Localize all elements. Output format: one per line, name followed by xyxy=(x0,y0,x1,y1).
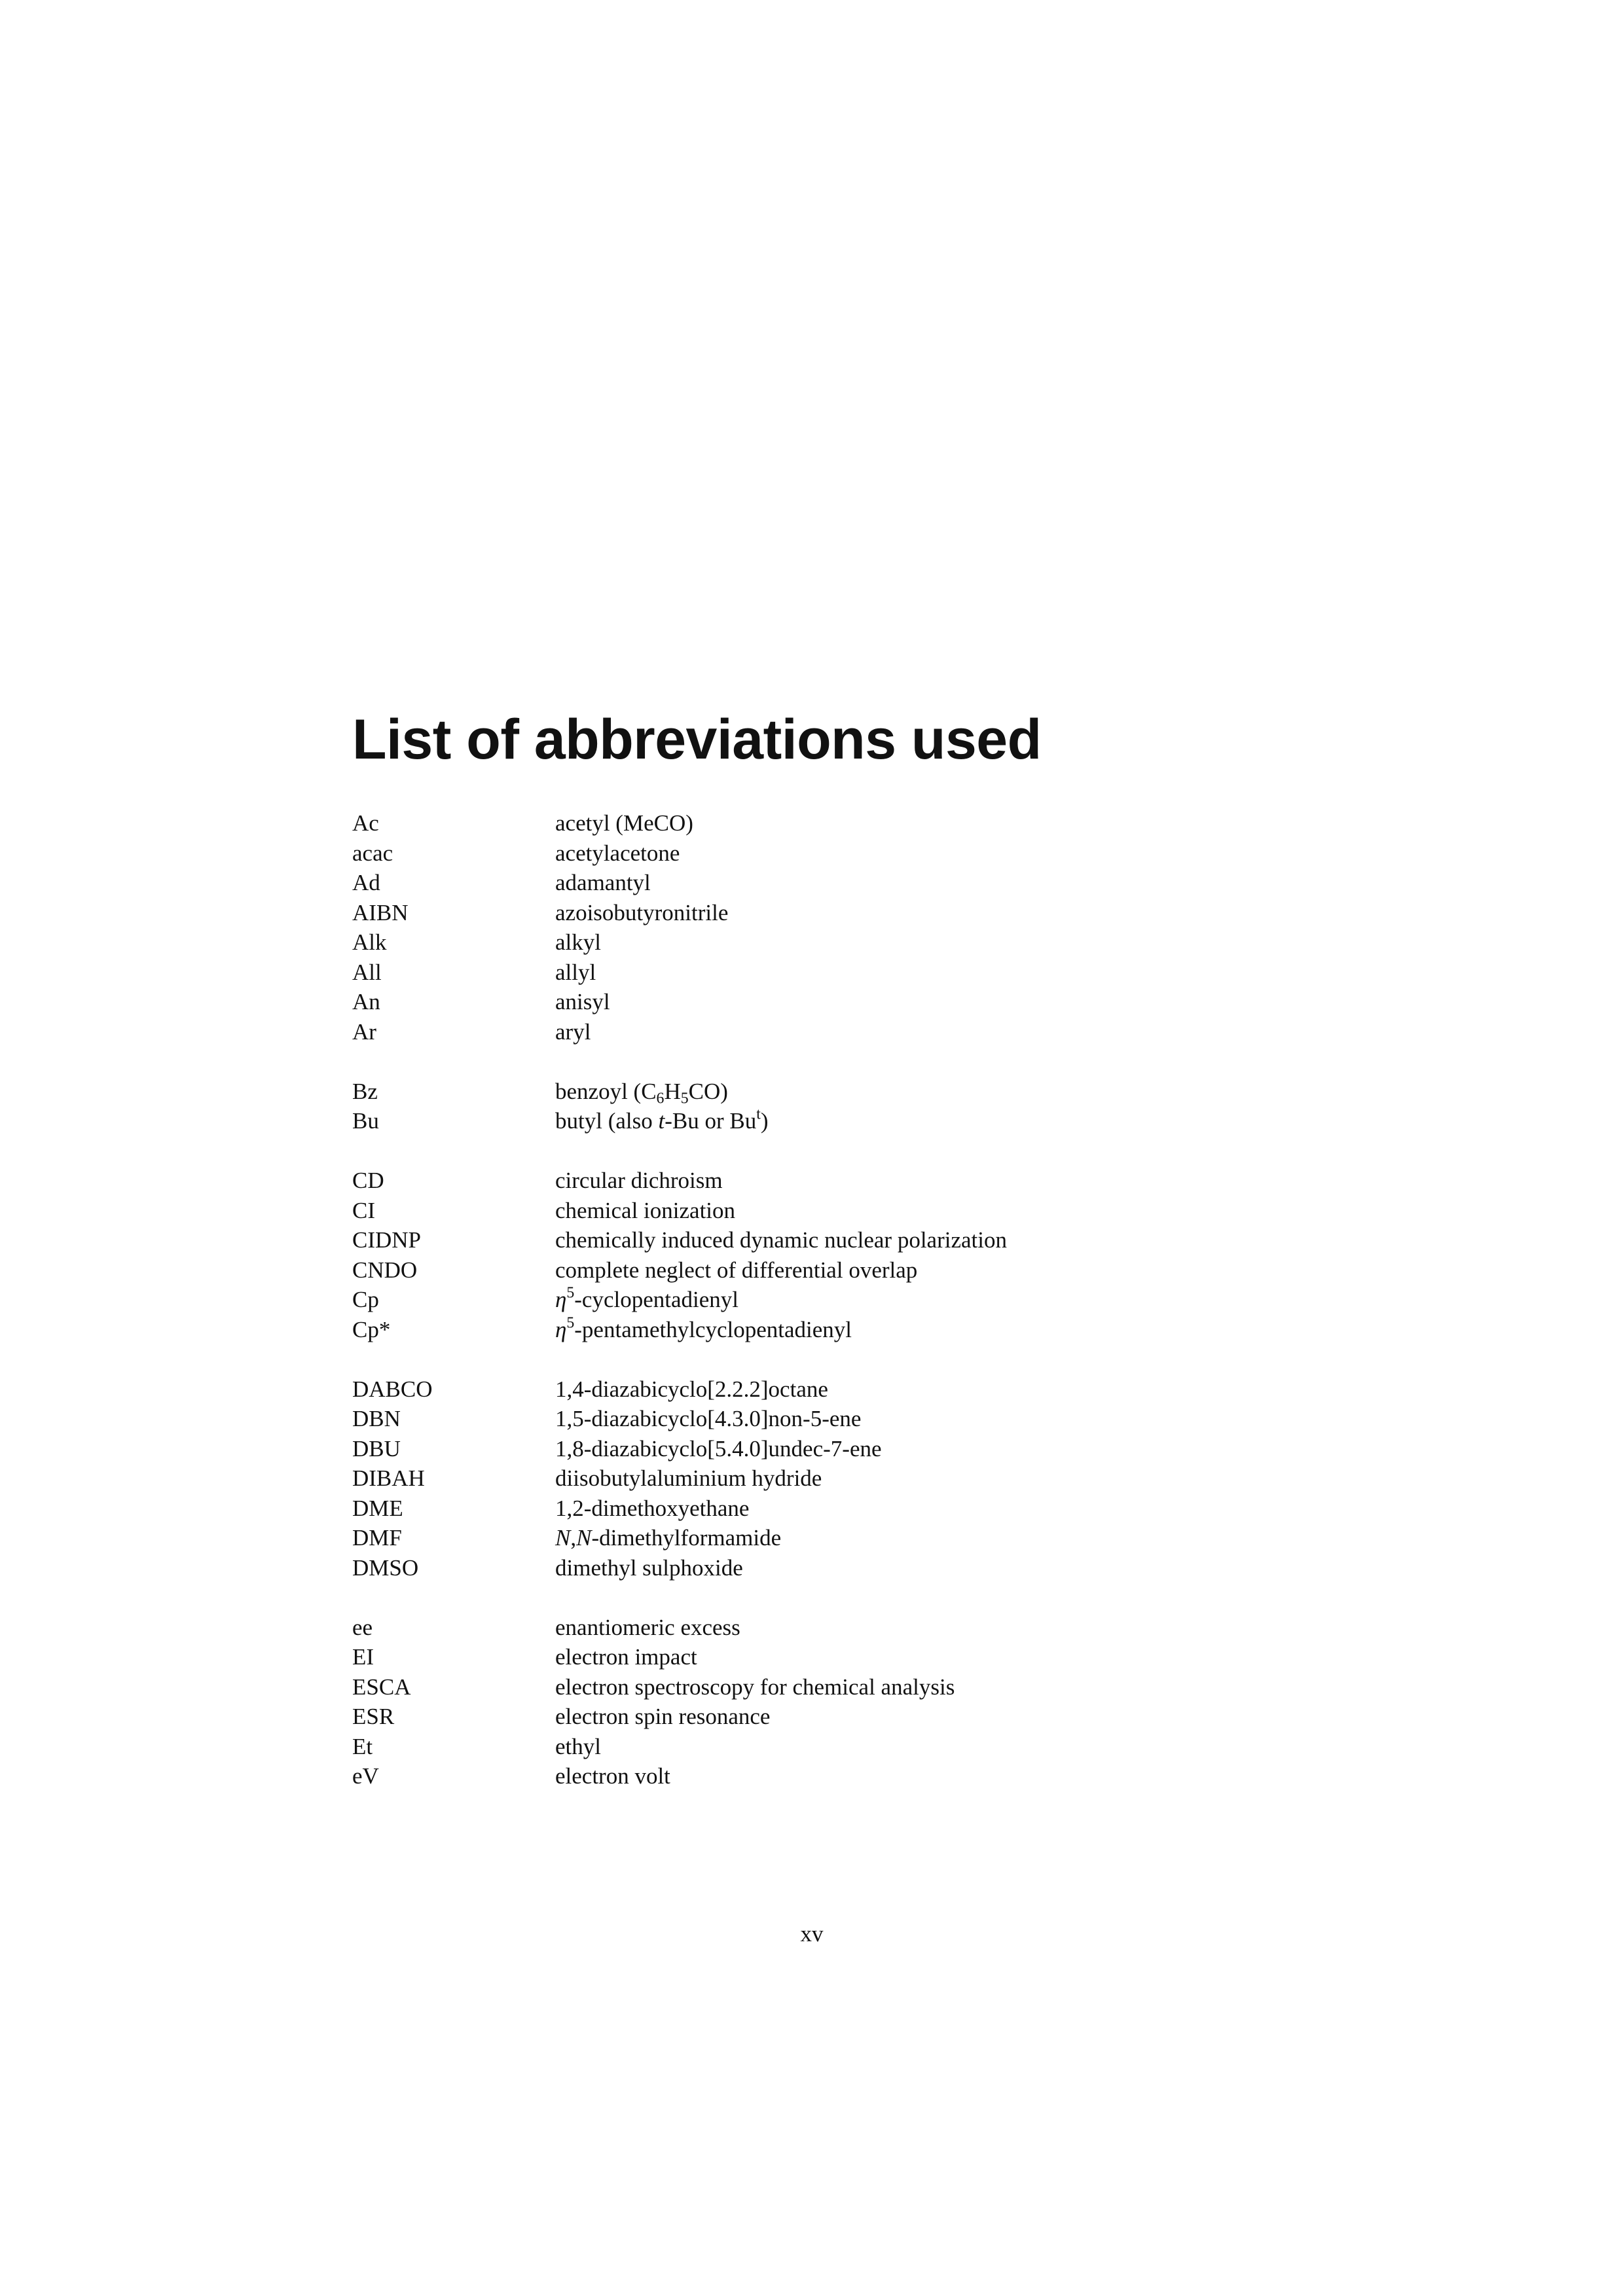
abbreviation-term: ee xyxy=(352,1614,373,1640)
italic-text: N xyxy=(576,1525,592,1551)
abbreviation-group-a xyxy=(352,808,1400,1047)
abbreviation-definition xyxy=(555,1374,1400,1405)
definition-text: ethyl xyxy=(555,1733,601,1759)
abbreviation-definition xyxy=(555,898,1400,928)
abbreviation-definition xyxy=(555,868,1400,898)
definition-text: CO) xyxy=(688,1078,728,1104)
abbreviation-term: DBU xyxy=(352,1435,401,1462)
abbreviation-term: eV xyxy=(352,1763,379,1789)
abbreviation-term: Ar xyxy=(352,1018,376,1045)
page-number: xv xyxy=(800,1921,824,1946)
abbreviation-term: DME xyxy=(352,1495,403,1521)
definition-text: diisobutylaluminium hydride xyxy=(555,1465,822,1491)
definition-text: -dimethylformamide xyxy=(591,1525,782,1551)
abbreviation-row xyxy=(352,1255,1400,1285)
italic-text: η xyxy=(555,1316,567,1342)
abbreviation-term: An xyxy=(352,989,380,1014)
definition-text: complete neglect of differential overlap xyxy=(555,1257,918,1283)
abbreviation-term: Cp* xyxy=(352,1316,391,1342)
definition-text: -Bu or Bu xyxy=(665,1108,757,1134)
abbreviation-definition xyxy=(555,987,1400,1017)
abbreviation-group-b xyxy=(352,1077,1400,1136)
abbreviation-definition xyxy=(555,1077,1400,1107)
definition-text: H xyxy=(664,1078,681,1104)
abbreviation-row xyxy=(352,1225,1400,1255)
definition-text: 1,8-diazabicyclo[5.4.0]undec-7-ene xyxy=(555,1435,882,1462)
abbreviation-definition xyxy=(555,1702,1400,1732)
abbreviation-row xyxy=(352,1404,1400,1434)
abbreviation-term: DBN xyxy=(352,1406,401,1431)
superscript: t xyxy=(756,1105,761,1123)
definition-text: enantiomeric excess xyxy=(555,1614,740,1640)
abbreviation-group-e xyxy=(352,1613,1400,1791)
definition-text: anisyl xyxy=(555,989,610,1014)
abbreviation-row xyxy=(352,1553,1400,1583)
italic-text: N xyxy=(555,1525,571,1551)
superscript: 5 xyxy=(566,1314,575,1332)
abbreviation-definition xyxy=(555,1255,1400,1285)
abbreviation-definition xyxy=(555,1761,1400,1791)
abbreviation-definition xyxy=(555,1732,1400,1762)
subscript: 6 xyxy=(656,1090,665,1107)
page-title: List of abbreviations used xyxy=(352,708,1042,771)
abbreviation-row xyxy=(352,927,1400,958)
definition-text: -cyclopentadienyl xyxy=(574,1287,739,1312)
abbreviation-definition xyxy=(555,1017,1400,1047)
abbreviation-row xyxy=(352,1017,1400,1047)
abbreviation-term: CD xyxy=(352,1168,384,1193)
definition-text: circular dichroism xyxy=(555,1168,723,1193)
abbreviation-term: CNDO xyxy=(352,1257,418,1283)
abbreviation-term: Ac xyxy=(352,810,379,836)
definition-text: acetyl (MeCO) xyxy=(555,810,693,836)
abbreviation-row xyxy=(352,868,1400,898)
definition-text: aryl xyxy=(555,1018,591,1045)
abbreviation-term: ESCA xyxy=(352,1674,411,1700)
abbreviation-term: CIDNP xyxy=(352,1227,422,1253)
abbreviation-row xyxy=(352,1702,1400,1732)
italic-text: t xyxy=(658,1108,665,1134)
abbreviation-term: Bu xyxy=(352,1108,379,1134)
abbreviation-row xyxy=(352,898,1400,928)
definition-text: ) xyxy=(760,1108,769,1134)
abbreviation-definition xyxy=(555,1523,1400,1553)
definition-text: electron spin resonance xyxy=(555,1704,771,1729)
abbreviation-definition xyxy=(555,1404,1400,1434)
abbreviation-row xyxy=(352,1285,1400,1315)
abbreviation-term: Cp xyxy=(352,1287,379,1312)
abbreviation-definition xyxy=(555,1463,1400,1494)
superscript: 5 xyxy=(566,1284,575,1302)
abbreviation-definition xyxy=(555,1613,1400,1643)
abbreviation-group-d xyxy=(352,1374,1400,1583)
abbreviation-definition xyxy=(555,1434,1400,1464)
abbreviation-definition xyxy=(555,1672,1400,1702)
abbreviation-row xyxy=(352,1166,1400,1196)
definition-text: allyl xyxy=(555,959,596,985)
abbreviation-term: Alk xyxy=(352,929,387,955)
abbreviation-row xyxy=(352,1463,1400,1494)
definition-text: 1,5-diazabicyclo[4.3.0]non-5-ene xyxy=(555,1406,862,1431)
abbreviation-term: DABCO xyxy=(352,1376,433,1402)
abbreviation-definition xyxy=(555,927,1400,958)
abbreviation-definition xyxy=(555,1494,1400,1524)
abbreviation-definition xyxy=(555,1285,1400,1315)
abbreviation-term: ESR xyxy=(352,1704,395,1729)
abbreviation-row xyxy=(352,1642,1400,1672)
abbreviation-term: acac xyxy=(352,840,393,866)
abbreviation-definition xyxy=(555,1106,1400,1136)
abbreviation-row xyxy=(352,1077,1400,1107)
abbreviation-row xyxy=(352,958,1400,988)
definition-text: -pentamethylcyclopentadienyl xyxy=(574,1316,852,1342)
abbreviation-term: EI xyxy=(352,1644,374,1670)
italic-text: η xyxy=(555,1287,567,1312)
abbreviation-definition xyxy=(555,958,1400,988)
abbreviation-definition xyxy=(555,1553,1400,1583)
abbreviation-definition xyxy=(555,1196,1400,1226)
definition-text: electron volt xyxy=(555,1763,670,1789)
abbreviation-row xyxy=(352,1494,1400,1524)
definition-text: chemically induced dynamic nuclear polarization xyxy=(555,1227,1007,1253)
abbreviation-row xyxy=(352,1374,1400,1405)
abbreviation-row xyxy=(352,1106,1400,1136)
abbreviation-definition xyxy=(555,1166,1400,1196)
abbreviation-definition xyxy=(555,808,1400,838)
abbreviation-row xyxy=(352,1672,1400,1702)
definition-text: adamantyl xyxy=(555,870,651,895)
abbreviation-term: All xyxy=(352,959,382,985)
abbreviation-term: DIBAH xyxy=(352,1465,425,1491)
subscript: 5 xyxy=(680,1090,689,1107)
abbreviation-term: Bz xyxy=(352,1078,378,1104)
definition-text: butyl (also xyxy=(555,1108,659,1134)
abbreviation-term: AIBN xyxy=(352,899,409,925)
abbreviation-row xyxy=(352,1196,1400,1226)
definition-text: benzoyl (C xyxy=(555,1078,657,1104)
definition-text: dimethyl sulphoxide xyxy=(555,1554,743,1581)
definition-text: alkyl xyxy=(555,929,601,955)
abbreviation-row xyxy=(352,1761,1400,1791)
abbreviation-row xyxy=(352,1434,1400,1464)
abbreviation-term: DMSO xyxy=(352,1554,419,1581)
definition-text: 1,2-dimethoxyethane xyxy=(555,1495,750,1521)
abbreviation-term: DMF xyxy=(352,1525,402,1551)
abbreviation-definition xyxy=(555,1642,1400,1672)
abbreviation-list xyxy=(352,808,1400,1821)
abbreviation-row xyxy=(352,838,1400,869)
abbreviation-row xyxy=(352,1523,1400,1553)
abbreviation-row xyxy=(352,808,1400,838)
definition-text: 1,4-diazabicyclo[2.2.2]octane xyxy=(555,1376,828,1402)
abbreviation-row xyxy=(352,987,1400,1017)
definition-text: , xyxy=(570,1525,577,1551)
abbreviation-term: Et xyxy=(352,1733,373,1759)
definition-text: acetylacetone xyxy=(555,840,680,866)
abbreviation-group-c xyxy=(352,1166,1400,1344)
abbreviation-definition xyxy=(555,1315,1400,1345)
abbreviation-row xyxy=(352,1732,1400,1762)
abbreviation-term: CI xyxy=(352,1197,375,1223)
definition-text: electron impact xyxy=(555,1644,697,1670)
abbreviation-definition xyxy=(555,838,1400,869)
definition-text: azoisobutyronitrile xyxy=(555,899,729,925)
abbreviation-row xyxy=(352,1315,1400,1345)
definition-text: electron spectroscopy for chemical analysis xyxy=(555,1674,955,1700)
abbreviation-term: Ad xyxy=(352,870,380,895)
definition-text: chemical ionization xyxy=(555,1197,736,1223)
abbreviation-row xyxy=(352,1613,1400,1643)
abbreviation-definition xyxy=(555,1225,1400,1255)
